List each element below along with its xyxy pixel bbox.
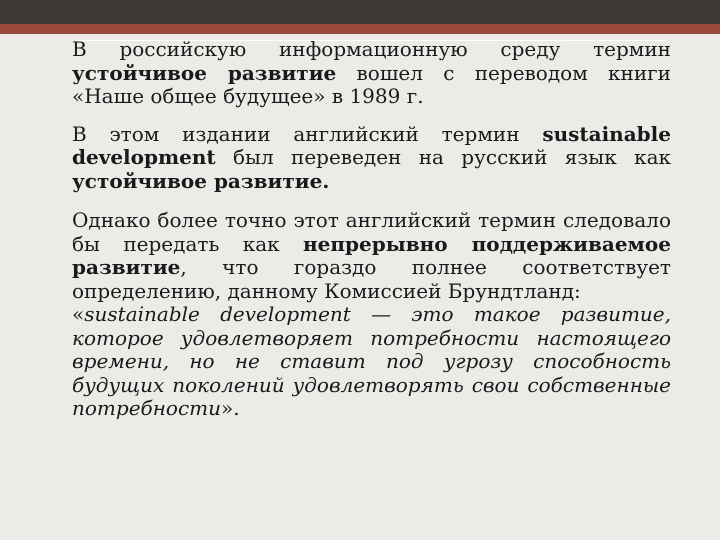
quote-open-mark: « <box>72 302 85 326</box>
paragraph-intro-text-2: вошел с переводом книги «Наше общее будущее» в 1989 г. <box>72 60 671 108</box>
header-bar-accent <box>0 24 720 34</box>
brundtland-definition-quote <box>72 303 671 421</box>
paragraph-intro-text-1: В российскую информационную среду термин <box>72 37 671 61</box>
paragraph-intro <box>72 38 671 109</box>
paragraph-translation-text-2: был переведен на русский язык как <box>215 145 671 169</box>
quote-close-mark: ». <box>221 396 240 420</box>
slide-body <box>72 38 671 421</box>
paragraph-translation <box>72 123 671 194</box>
term-continuously-supported-development: непрерывно поддерживаемое развитие <box>72 231 671 279</box>
paragraph-translation-text-1: В этом издании английский термин <box>72 121 543 146</box>
term-translated: устойчивое развитие. <box>72 168 330 193</box>
quote-text: sustainable development — это такое развитие, которое удовлетворяет потребности настоящего времени, но не ставит под угрозу способность будущих поколений удовлетворять свои собственные потребности <box>72 302 671 420</box>
paragraph-precise-translation <box>72 209 671 303</box>
term-sustainable-development-ru: устойчивое развитие <box>72 60 337 85</box>
term-sustainable-development-en: sustainable development <box>72 121 671 169</box>
header-bar-dark <box>0 0 720 24</box>
paragraph-precise-text-2: , что гораздо полнее соответствует определению, данному Комиссией Брундтланд: <box>72 255 671 303</box>
paragraph-precise-text-1: Однако более точно этот английский термин следовало бы передать как <box>72 208 671 256</box>
